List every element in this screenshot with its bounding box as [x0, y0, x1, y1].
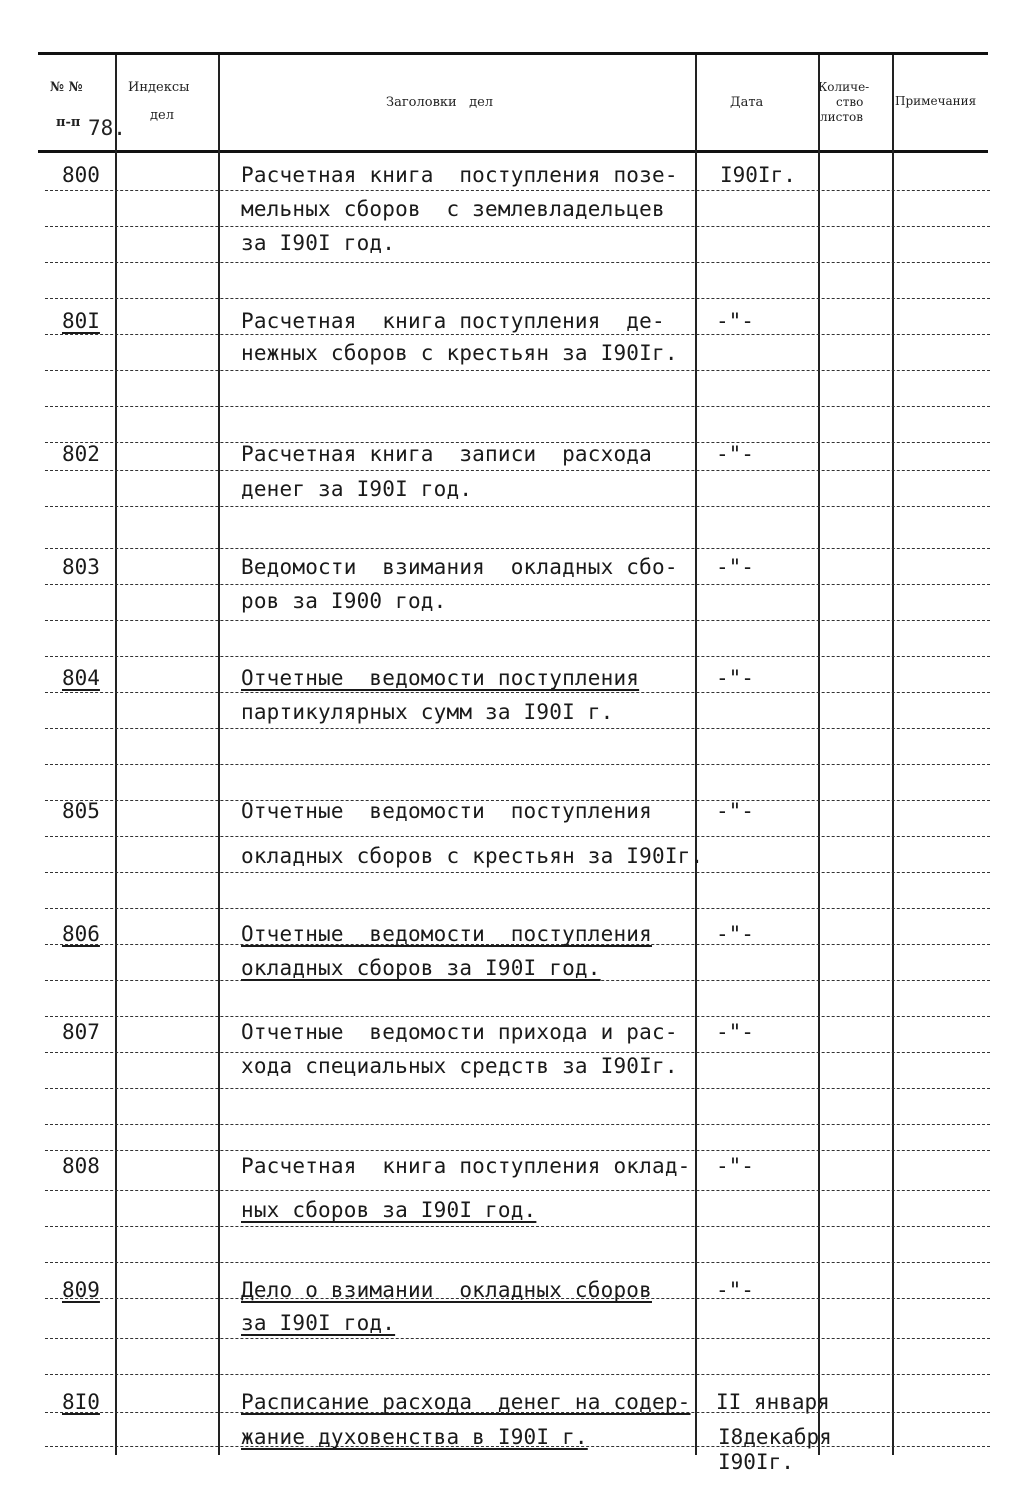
ruled-line: [45, 406, 990, 407]
ruled-line: [45, 980, 990, 981]
entry-title-line: Отчетные ведомости прихода и рас-: [241, 1020, 678, 1044]
entry-title-line: Расписание расхода денег на содер-: [241, 1390, 691, 1414]
entry-number: 809: [62, 1278, 100, 1302]
header-top-border: [38, 52, 988, 55]
ruled-line: [45, 764, 990, 765]
ruled-line: [45, 190, 990, 191]
column-divider: [818, 55, 820, 1455]
entry-title-line: денег за I90I год.: [241, 477, 473, 501]
header-col-index: Индексы: [128, 80, 190, 95]
entry-date: I90Iг.: [718, 1450, 794, 1474]
ruled-line: [45, 620, 990, 621]
entry-number: 806: [62, 922, 100, 946]
header-col-number-sub: п-п: [56, 115, 81, 130]
entry-title-line: хода специальных средств за I90Iг.: [241, 1054, 678, 1078]
ruled-line: [45, 1052, 990, 1053]
entry-title-line: ных сборов за I90I год.: [241, 1198, 537, 1222]
entry-date: -"-: [716, 1020, 754, 1044]
entry-date: -"-: [716, 309, 754, 333]
entry-title-line: жание духовенства в I90I г.: [241, 1425, 588, 1449]
entry-date: -"-: [716, 799, 754, 823]
entry-date: I8декабря: [718, 1425, 832, 1449]
entry-number: 802: [62, 442, 100, 466]
entry-date: -"-: [716, 922, 754, 946]
header-col-count-1: Количе-: [818, 80, 870, 94]
entry-number: 807: [62, 1020, 100, 1044]
ruled-line: [45, 1190, 990, 1191]
entry-title-line: Расчетная книга записи расхода: [241, 442, 652, 466]
entry-title-line: за I90I год.: [241, 231, 396, 255]
ruled-line: [45, 262, 990, 263]
header-col-count-3: листов: [820, 110, 863, 124]
ruled-line: [45, 1150, 990, 1151]
ruled-line: [45, 506, 990, 507]
ruled-line: [45, 656, 990, 657]
entry-number: 805: [62, 799, 100, 823]
entry-title-line: Расчетная книга поступления позе-: [241, 163, 678, 187]
entry-title-line: Расчетная книга поступления оклад-: [241, 1154, 691, 1178]
entry-date: -"-: [716, 666, 754, 690]
ruled-line: [45, 470, 990, 471]
entry-number: 800: [62, 163, 100, 187]
ruled-line: [45, 334, 990, 335]
entry-title-line: мельных сборов с землевладельцев: [241, 197, 665, 221]
entry-number: 808: [62, 1154, 100, 1178]
entry-date: -"-: [716, 1154, 754, 1178]
entry-number: 80I: [62, 309, 100, 333]
ruled-line: [45, 370, 990, 371]
ruled-line: [45, 548, 990, 549]
entry-number: 8I0: [62, 1390, 100, 1414]
ruled-line: [45, 1016, 990, 1017]
header-col-count-2: ство: [836, 95, 864, 109]
entry-date: II января: [716, 1390, 830, 1414]
ruled-line: [45, 728, 990, 729]
entry-title-line: Отчетные ведомости поступления: [241, 666, 640, 690]
entry-date: -"-: [716, 1278, 754, 1302]
entry-title-line: Дело о взимании окладных сборов: [241, 1278, 652, 1302]
header-col-date: Дата: [730, 95, 764, 110]
column-divider: [115, 55, 117, 1455]
entry-date: I90Iг.: [720, 163, 796, 187]
column-divider: [892, 55, 894, 1455]
entry-title-line: Отчетные ведомости поступления: [241, 922, 652, 946]
entry-title-line: окладных сборов с крестьян за I90Iг.: [241, 844, 704, 868]
ruled-line: [45, 1226, 990, 1227]
header-col-notes: Примечания: [895, 94, 977, 108]
entry-title-line: ров за I900 год.: [241, 589, 447, 613]
page-number: 78.: [88, 116, 126, 140]
entry-title-line: окладных сборов за I90I год.: [241, 956, 601, 980]
ruled-line: [45, 692, 990, 693]
entry-title-line: нежных сборов с крестьян за I90Iг.: [241, 341, 678, 365]
ruled-line: [45, 226, 990, 227]
ruled-line: [45, 1262, 990, 1263]
entry-title-line: за I90I год.: [241, 1311, 396, 1335]
column-divider: [695, 55, 697, 1455]
ruled-line: [45, 872, 990, 873]
entry-title-line: Ведомости взимания окладных сбо-: [241, 555, 678, 579]
ruled-line: [45, 836, 990, 837]
header-col-number: № №: [50, 80, 83, 95]
entry-title-line: Расчетная книга поступления де-: [241, 309, 665, 333]
entry-number: 803: [62, 555, 100, 579]
entry-number: 804: [62, 666, 100, 690]
ruled-line: [45, 1338, 990, 1339]
ruled-line: [45, 1124, 990, 1125]
entry-title-line: Отчетные ведомости поступления: [241, 799, 652, 823]
ruled-line: [45, 1374, 990, 1375]
ruled-line: [45, 584, 990, 585]
ruled-line: [45, 298, 990, 299]
header-bottom-border: [38, 150, 988, 153]
header-col-title: Заголовки дел: [386, 95, 494, 110]
ruled-line: [45, 908, 990, 909]
ruled-line: [45, 1088, 990, 1089]
entry-title-line: партикулярных сумм за I90I г.: [241, 700, 614, 724]
header-col-index-sub: дел: [150, 108, 174, 123]
entry-date: -"-: [716, 555, 754, 579]
column-divider: [218, 55, 220, 1455]
entry-date: -"-: [716, 442, 754, 466]
